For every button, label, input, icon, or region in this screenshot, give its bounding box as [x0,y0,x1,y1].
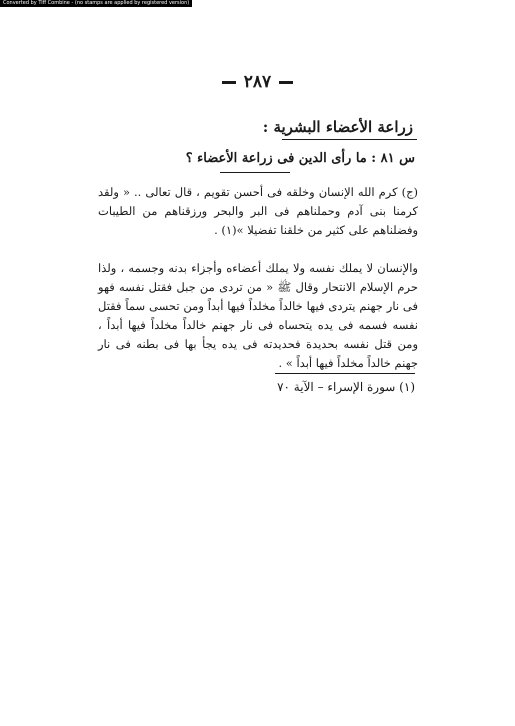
question-text: س ٨١ : ما رأى الدين فى زراعة الأعضاء ؟ [185,151,415,166]
page-number-dash-right [279,81,293,84]
page-number [0,72,515,92]
section-title: زراعة الأعضاء البشرية : [262,118,413,136]
footnote-rule [275,373,415,374]
page-number-text: ٢٨٧ [243,72,272,92]
answer-paragraph: (ج) كرم الله الإنسان وخلقه فى أحسن تقويم ، قال تعالى .. « ولقد كرمنا بنى آدم وحملناهم فى البر والبحر ورزقناهم من الطيبات وفضلناهم على كثير من خلقنا تفضيلا »(١) . [98,185,418,237]
page-number-dash-left [222,81,236,84]
footnote: (١) سورة الإسراء – الآية ٧٠ [277,380,415,394]
body-paragraph: والإنسان لا يملك نفسه ولا يملك أعضاءه وأجزاء بدنه وجسمه ، ولذا حرم الإسلام الانتحار وقال ﷺ « من تردى من جبل فقتل نفسه فهو فى نار جهنم يتردى فيها خالداً مخلداً فيها أبداً ومن تحسى سماً فقتل نفسه فسمه فى يده يتحساه فى نار جهنم خالداً مخلداً فيها أبداً ، ومن قتل نفسه بحديدة فحديدته فى يده يجأ بها فى بطنه فى نار جهنم خالداً مخلداً فيها أبداً » . [98,261,418,370]
converter-banner: Converted by Tiff Combine - (no stamps are applied by registered version) [0,0,192,7]
question-underline [220,172,290,173]
section-title-underline [282,139,417,140]
